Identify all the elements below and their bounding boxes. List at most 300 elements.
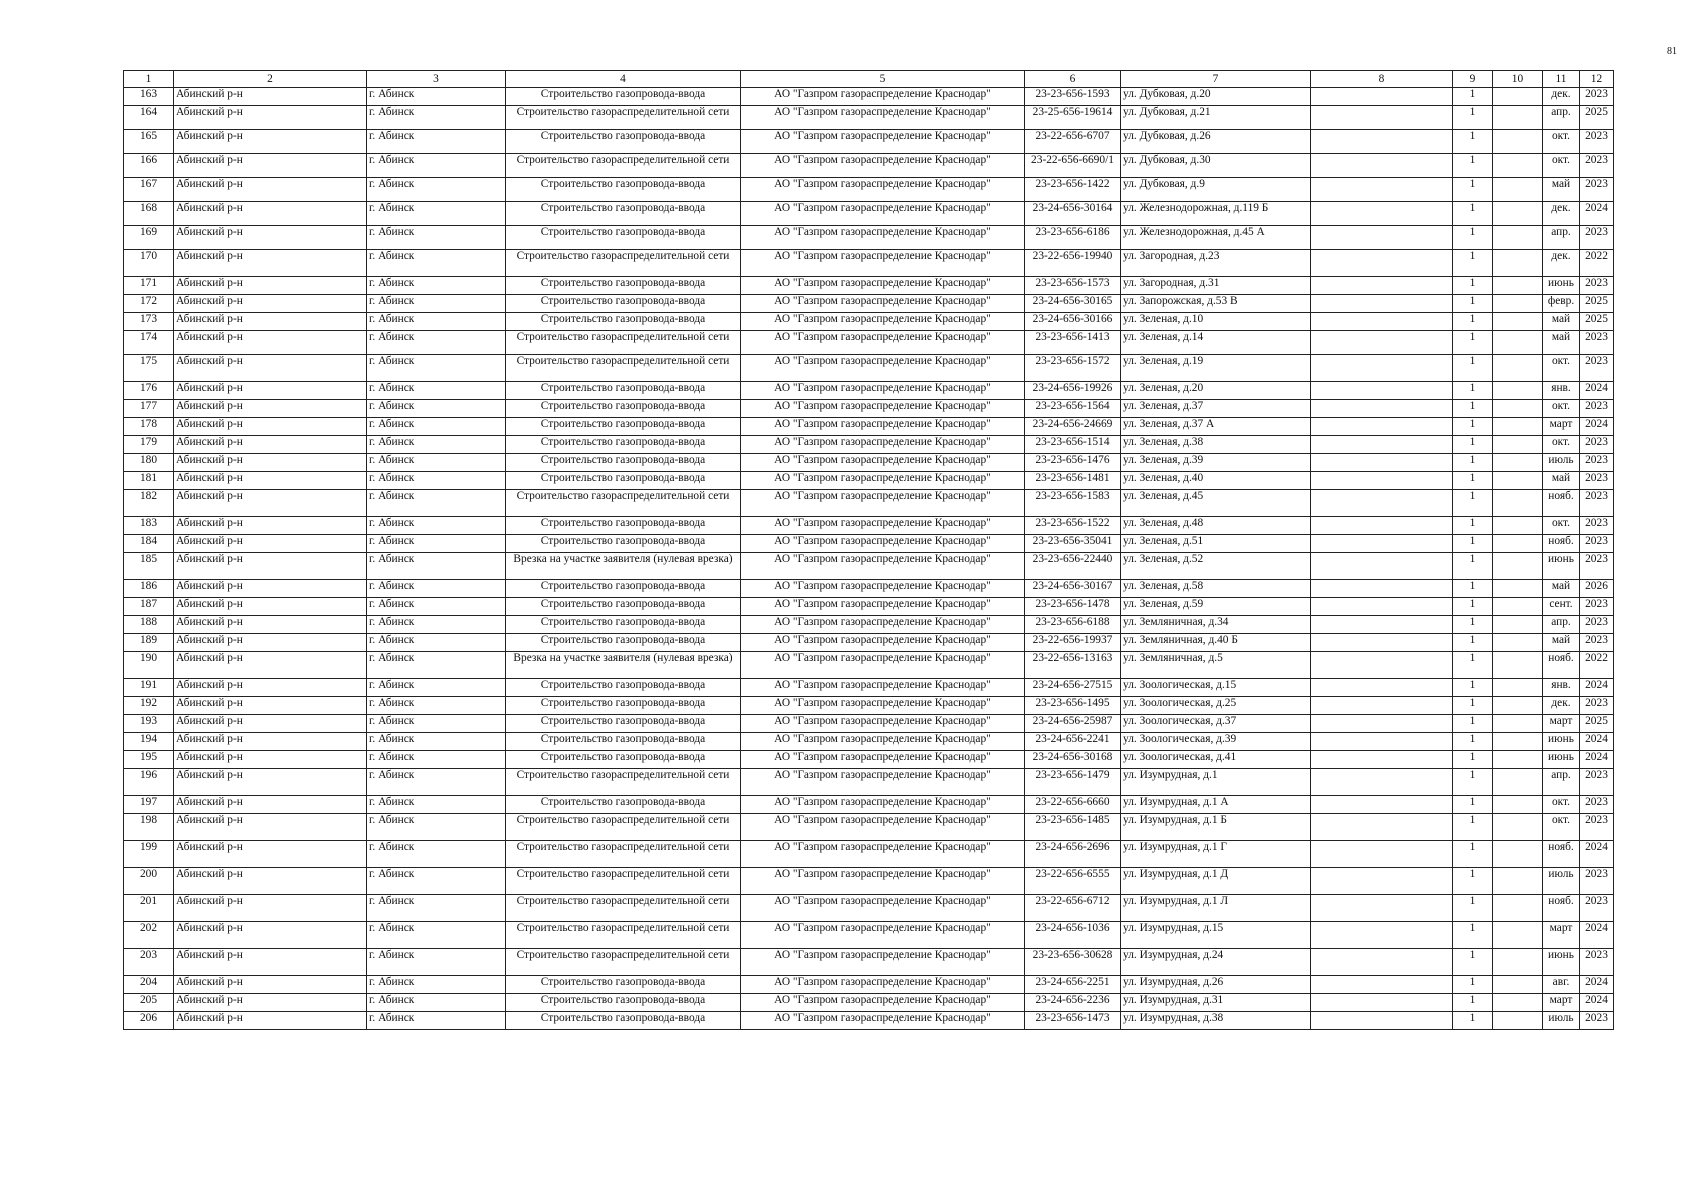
registry-table	[123, 70, 1614, 1030]
work-type-cell: Строительство газопровода-ввода	[506, 715, 741, 733]
locality-cell: г. Абинск	[367, 751, 506, 769]
address-cell: ул. Зеленая, д.45	[1121, 490, 1311, 517]
count-cell: 1	[1453, 400, 1493, 418]
address-cell: ул. Зоологическая, д.15	[1121, 679, 1311, 697]
table-row	[124, 715, 1614, 733]
header-row	[124, 71, 1614, 88]
table-row	[124, 841, 1614, 868]
work-type-cell: Строительство газопровода-ввода	[506, 400, 741, 418]
col10-cell	[1493, 616, 1543, 634]
locality-cell: г. Абинск	[367, 868, 506, 895]
col10-cell	[1493, 598, 1543, 616]
locality-cell: г. Абинск	[367, 679, 506, 697]
district-cell: Абинский р-н	[174, 331, 367, 355]
count-cell: 1	[1453, 949, 1493, 976]
month-cell: июнь	[1543, 949, 1580, 976]
year-cell: 2023	[1580, 598, 1614, 616]
locality-cell: г. Абинск	[367, 796, 506, 814]
application-number-cell: 23-23-656-1573	[1025, 277, 1121, 295]
locality-cell: г. Абинск	[367, 535, 506, 553]
year-cell: 2023	[1580, 769, 1614, 796]
year-cell: 2024	[1580, 382, 1614, 400]
table-row	[124, 598, 1614, 616]
address-cell: ул. Изумрудная, д.1 А	[1121, 796, 1311, 814]
organization-cell: АО "Газпром газораспределение Краснодар"	[741, 922, 1025, 949]
col8-cell	[1311, 580, 1453, 598]
application-number-cell: 23-24-656-2251	[1025, 976, 1121, 994]
address-cell: ул. Изумрудная, д.1 Г	[1121, 841, 1311, 868]
count-cell: 1	[1453, 976, 1493, 994]
application-number-cell: 23-23-656-1478	[1025, 598, 1121, 616]
application-number-cell: 23-22-656-6660	[1025, 796, 1121, 814]
address-cell: ул. Изумрудная, д.24	[1121, 949, 1311, 976]
table-row	[124, 976, 1614, 994]
count-cell: 1	[1453, 178, 1493, 202]
district-cell: Абинский р-н	[174, 715, 367, 733]
year-cell: 2023	[1580, 697, 1614, 715]
locality-cell: г. Абинск	[367, 814, 506, 841]
year-cell: 2023	[1580, 553, 1614, 580]
row-number: 167	[124, 178, 174, 202]
table-row	[124, 382, 1614, 400]
col10-cell	[1493, 313, 1543, 331]
address-cell: ул. Зеленая, д.58	[1121, 580, 1311, 598]
district-cell: Абинский р-н	[174, 178, 367, 202]
col10-cell	[1493, 295, 1543, 313]
organization-cell: АО "Газпром газораспределение Краснодар"	[741, 400, 1025, 418]
column-header: 12	[1580, 71, 1614, 88]
count-cell: 1	[1453, 733, 1493, 751]
col8-cell	[1311, 652, 1453, 679]
work-type-cell: Строительство газораспределительной сети	[506, 922, 741, 949]
district-cell: Абинский р-н	[174, 490, 367, 517]
district-cell: Абинский р-н	[174, 634, 367, 652]
table-row	[124, 295, 1614, 313]
count-cell: 1	[1453, 154, 1493, 178]
organization-cell: АО "Газпром газораспределение Краснодар"	[741, 895, 1025, 922]
address-cell: ул. Дубковая, д.21	[1121, 106, 1311, 130]
application-number-cell: 23-23-656-6186	[1025, 226, 1121, 250]
count-cell: 1	[1453, 553, 1493, 580]
month-cell: июнь	[1543, 751, 1580, 769]
month-cell: окт.	[1543, 436, 1580, 454]
row-number: 179	[124, 436, 174, 454]
address-cell: ул. Изумрудная, д.26	[1121, 976, 1311, 994]
col8-cell	[1311, 472, 1453, 490]
count-cell: 1	[1453, 535, 1493, 553]
month-cell: май	[1543, 313, 1580, 331]
row-number: 188	[124, 616, 174, 634]
district-cell: Абинский р-н	[174, 976, 367, 994]
application-number-cell: 23-24-656-30164	[1025, 202, 1121, 226]
organization-cell: АО "Газпром газораспределение Краснодар"	[741, 949, 1025, 976]
application-number-cell: 23-22-656-19937	[1025, 634, 1121, 652]
col8-cell	[1311, 841, 1453, 868]
table-row	[124, 652, 1614, 679]
count-cell: 1	[1453, 277, 1493, 295]
locality-cell: г. Абинск	[367, 295, 506, 313]
application-number-cell: 23-23-656-1495	[1025, 697, 1121, 715]
address-cell: ул. Железнодорожная, д.45 А	[1121, 226, 1311, 250]
address-cell: ул. Земляничная, д.40 Б	[1121, 634, 1311, 652]
col10-cell	[1493, 400, 1543, 418]
district-cell: Абинский р-н	[174, 106, 367, 130]
count-cell: 1	[1453, 250, 1493, 277]
table-row	[124, 769, 1614, 796]
work-type-cell: Строительство газораспределительной сети	[506, 814, 741, 841]
count-cell: 1	[1453, 295, 1493, 313]
table-row	[124, 517, 1614, 535]
col10-cell	[1493, 154, 1543, 178]
organization-cell: АО "Газпром газораспределение Краснодар"	[741, 652, 1025, 679]
application-number-cell: 23-23-656-1473	[1025, 1012, 1121, 1030]
application-number-cell: 23-24-656-24669	[1025, 418, 1121, 436]
row-number: 199	[124, 841, 174, 868]
application-number-cell: 23-23-656-1481	[1025, 472, 1121, 490]
work-type-cell: Строительство газораспределительной сети	[506, 769, 741, 796]
address-cell: ул. Изумрудная, д.31	[1121, 994, 1311, 1012]
count-cell: 1	[1453, 922, 1493, 949]
locality-cell: г. Абинск	[367, 697, 506, 715]
organization-cell: АО "Газпром газораспределение Краснодар"	[741, 616, 1025, 634]
address-cell: ул. Изумрудная, д.1 Б	[1121, 814, 1311, 841]
application-number-cell: 23-23-656-1514	[1025, 436, 1121, 454]
year-cell: 2023	[1580, 490, 1614, 517]
table-row	[124, 949, 1614, 976]
address-cell: ул. Изумрудная, д.38	[1121, 1012, 1311, 1030]
locality-cell: г. Абинск	[367, 472, 506, 490]
month-cell: июнь	[1543, 277, 1580, 295]
row-number: 190	[124, 652, 174, 679]
district-cell: Абинский р-н	[174, 382, 367, 400]
year-cell: 2023	[1580, 226, 1614, 250]
col8-cell	[1311, 106, 1453, 130]
col8-cell	[1311, 796, 1453, 814]
column-header: 6	[1025, 71, 1121, 88]
address-cell: ул. Зоологическая, д.39	[1121, 733, 1311, 751]
district-cell: Абинский р-н	[174, 517, 367, 535]
work-type-cell: Строительство газопровода-ввода	[506, 226, 741, 250]
locality-cell: г. Абинск	[367, 922, 506, 949]
district-cell: Абинский р-н	[174, 841, 367, 868]
organization-cell: АО "Газпром газораспределение Краснодар"	[741, 715, 1025, 733]
address-cell: ул. Зеленая, д.20	[1121, 382, 1311, 400]
district-cell: Абинский р-н	[174, 814, 367, 841]
col8-cell	[1311, 490, 1453, 517]
organization-cell: АО "Газпром газораспределение Краснодар"	[741, 751, 1025, 769]
address-cell: ул. Железнодорожная, д.119 Б	[1121, 202, 1311, 226]
count-cell: 1	[1453, 868, 1493, 895]
row-number: 194	[124, 733, 174, 751]
organization-cell: АО "Газпром газораспределение Краснодар"	[741, 580, 1025, 598]
col10-cell	[1493, 88, 1543, 106]
district-cell: Абинский р-н	[174, 616, 367, 634]
year-cell: 2024	[1580, 751, 1614, 769]
row-number: 201	[124, 895, 174, 922]
year-cell: 2024	[1580, 922, 1614, 949]
application-number-cell: 23-24-656-2241	[1025, 733, 1121, 751]
table-row	[124, 226, 1614, 250]
col10-cell	[1493, 634, 1543, 652]
work-type-cell: Строительство газопровода-ввода	[506, 88, 741, 106]
district-cell: Абинский р-н	[174, 277, 367, 295]
organization-cell: АО "Газпром газораспределение Краснодар"	[741, 733, 1025, 751]
district-cell: Абинский р-н	[174, 868, 367, 895]
row-number: 182	[124, 490, 174, 517]
column-header: 4	[506, 71, 741, 88]
col10-cell	[1493, 472, 1543, 490]
col10-cell	[1493, 106, 1543, 130]
application-number-cell: 23-22-656-6707	[1025, 130, 1121, 154]
work-type-cell: Строительство газопровода-ввода	[506, 277, 741, 295]
district-cell: Абинский р-н	[174, 895, 367, 922]
address-cell: ул. Земляничная, д.34	[1121, 616, 1311, 634]
row-number: 189	[124, 634, 174, 652]
month-cell: нояб.	[1543, 535, 1580, 553]
table-row	[124, 130, 1614, 154]
month-cell: окт.	[1543, 130, 1580, 154]
month-cell: авг.	[1543, 976, 1580, 994]
year-cell: 2024	[1580, 418, 1614, 436]
col10-cell	[1493, 679, 1543, 697]
col10-cell	[1493, 751, 1543, 769]
organization-cell: АО "Газпром газораспределение Краснодар"	[741, 382, 1025, 400]
row-number: 197	[124, 796, 174, 814]
row-number: 170	[124, 250, 174, 277]
table-row	[124, 580, 1614, 598]
work-type-cell: Строительство газопровода-ввода	[506, 313, 741, 331]
application-number-cell: 23-23-656-35041	[1025, 535, 1121, 553]
month-cell: окт.	[1543, 796, 1580, 814]
month-cell: окт.	[1543, 400, 1580, 418]
col8-cell	[1311, 679, 1453, 697]
count-cell: 1	[1453, 472, 1493, 490]
organization-cell: АО "Газпром газораспределение Краснодар"	[741, 1012, 1025, 1030]
col10-cell	[1493, 382, 1543, 400]
row-number: 205	[124, 994, 174, 1012]
column-header: 3	[367, 71, 506, 88]
application-number-cell: 23-22-656-6555	[1025, 868, 1121, 895]
count-cell: 1	[1453, 769, 1493, 796]
year-cell: 2023	[1580, 814, 1614, 841]
count-cell: 1	[1453, 598, 1493, 616]
district-cell: Абинский р-н	[174, 88, 367, 106]
count-cell: 1	[1453, 106, 1493, 130]
col8-cell	[1311, 634, 1453, 652]
table-row	[124, 106, 1614, 130]
organization-cell: АО "Газпром газораспределение Краснодар"	[741, 679, 1025, 697]
organization-cell: АО "Газпром газораспределение Краснодар"	[741, 250, 1025, 277]
month-cell: июнь	[1543, 733, 1580, 751]
count-cell: 1	[1453, 1012, 1493, 1030]
organization-cell: АО "Газпром газораспределение Краснодар"	[741, 178, 1025, 202]
organization-cell: АО "Газпром газораспределение Краснодар"	[741, 976, 1025, 994]
organization-cell: АО "Газпром газораспределение Краснодар"	[741, 355, 1025, 382]
col10-cell	[1493, 769, 1543, 796]
locality-cell: г. Абинск	[367, 895, 506, 922]
address-cell: ул. Земляничная, д.5	[1121, 652, 1311, 679]
month-cell: май	[1543, 472, 1580, 490]
district-cell: Абинский р-н	[174, 994, 367, 1012]
col8-cell	[1311, 616, 1453, 634]
month-cell: дек.	[1543, 88, 1580, 106]
count-cell: 1	[1453, 796, 1493, 814]
work-type-cell: Строительство газопровода-ввода	[506, 295, 741, 313]
month-cell: март	[1543, 922, 1580, 949]
row-number: 206	[124, 1012, 174, 1030]
year-cell: 2023	[1580, 88, 1614, 106]
col10-cell	[1493, 418, 1543, 436]
count-cell: 1	[1453, 313, 1493, 331]
organization-cell: АО "Газпром газораспределение Краснодар"	[741, 331, 1025, 355]
locality-cell: г. Абинск	[367, 382, 506, 400]
col8-cell	[1311, 769, 1453, 796]
month-cell: июнь	[1543, 553, 1580, 580]
year-cell: 2024	[1580, 679, 1614, 697]
col8-cell	[1311, 202, 1453, 226]
count-cell: 1	[1453, 715, 1493, 733]
district-cell: Абинский р-н	[174, 1012, 367, 1030]
locality-cell: г. Абинск	[367, 355, 506, 382]
row-number: 195	[124, 751, 174, 769]
year-cell: 2025	[1580, 295, 1614, 313]
organization-cell: АО "Газпром газораспределение Краснодар"	[741, 202, 1025, 226]
locality-cell: г. Абинск	[367, 250, 506, 277]
row-number: 174	[124, 331, 174, 355]
table-row	[124, 436, 1614, 454]
col10-cell	[1493, 895, 1543, 922]
table-row	[124, 868, 1614, 895]
address-cell: ул. Зеленая, д.10	[1121, 313, 1311, 331]
application-number-cell: 23-24-656-27515	[1025, 679, 1121, 697]
application-number-cell: 23-23-656-1413	[1025, 331, 1121, 355]
column-header: 2	[174, 71, 367, 88]
count-cell: 1	[1453, 490, 1493, 517]
count-cell: 1	[1453, 436, 1493, 454]
work-type-cell: Строительство газораспределительной сети	[506, 106, 741, 130]
work-type-cell: Строительство газопровода-ввода	[506, 418, 741, 436]
table-row	[124, 355, 1614, 382]
row-number: 204	[124, 976, 174, 994]
month-cell: июль	[1543, 1012, 1580, 1030]
col8-cell	[1311, 355, 1453, 382]
row-number: 180	[124, 454, 174, 472]
organization-cell: АО "Газпром газораспределение Краснодар"	[741, 154, 1025, 178]
table-row	[124, 454, 1614, 472]
year-cell: 2025	[1580, 313, 1614, 331]
work-type-cell: Строительство газопровода-ввода	[506, 178, 741, 202]
district-cell: Абинский р-н	[174, 796, 367, 814]
col10-cell	[1493, 202, 1543, 226]
application-number-cell: 23-22-656-6690/1	[1025, 154, 1121, 178]
table-row	[124, 553, 1614, 580]
col10-cell	[1493, 733, 1543, 751]
locality-cell: г. Абинск	[367, 106, 506, 130]
locality-cell: г. Абинск	[367, 454, 506, 472]
district-cell: Абинский р-н	[174, 535, 367, 553]
count-cell: 1	[1453, 580, 1493, 598]
locality-cell: г. Абинск	[367, 400, 506, 418]
table-row	[124, 400, 1614, 418]
row-number: 168	[124, 202, 174, 226]
col10-cell	[1493, 652, 1543, 679]
locality-cell: г. Абинск	[367, 598, 506, 616]
address-cell: ул. Зеленая, д.39	[1121, 454, 1311, 472]
month-cell: март	[1543, 418, 1580, 436]
year-cell: 2023	[1580, 178, 1614, 202]
organization-cell: АО "Газпром газораспределение Краснодар"	[741, 130, 1025, 154]
count-cell: 1	[1453, 382, 1493, 400]
year-cell: 2025	[1580, 106, 1614, 130]
month-cell: окт.	[1543, 154, 1580, 178]
organization-cell: АО "Газпром газораспределение Краснодар"	[741, 517, 1025, 535]
col10-cell	[1493, 178, 1543, 202]
district-cell: Абинский р-н	[174, 130, 367, 154]
table-row	[124, 796, 1614, 814]
row-number: 202	[124, 922, 174, 949]
address-cell: ул. Зоологическая, д.25	[1121, 697, 1311, 715]
district-cell: Абинский р-н	[174, 250, 367, 277]
count-cell: 1	[1453, 895, 1493, 922]
work-type-cell: Строительство газопровода-ввода	[506, 733, 741, 751]
application-number-cell: 23-24-656-19926	[1025, 382, 1121, 400]
row-number: 186	[124, 580, 174, 598]
month-cell: нояб.	[1543, 895, 1580, 922]
month-cell: дек.	[1543, 202, 1580, 226]
col8-cell	[1311, 1012, 1453, 1030]
column-header: 5	[741, 71, 1025, 88]
address-cell: ул. Изумрудная, д.1 Л	[1121, 895, 1311, 922]
table-row	[124, 679, 1614, 697]
year-cell: 2023	[1580, 154, 1614, 178]
year-cell: 2023	[1580, 331, 1614, 355]
district-cell: Абинский р-н	[174, 652, 367, 679]
application-number-cell: 23-23-656-1485	[1025, 814, 1121, 841]
month-cell: май	[1543, 331, 1580, 355]
year-cell: 2023	[1580, 517, 1614, 535]
application-number-cell: 23-24-656-25987	[1025, 715, 1121, 733]
organization-cell: АО "Газпром газораспределение Краснодар"	[741, 868, 1025, 895]
locality-cell: г. Абинск	[367, 553, 506, 580]
count-cell: 1	[1453, 616, 1493, 634]
col10-cell	[1493, 1012, 1543, 1030]
locality-cell: г. Абинск	[367, 733, 506, 751]
work-type-cell: Врезка на участке заявителя (нулевая врезка)	[506, 652, 741, 679]
district-cell: Абинский р-н	[174, 598, 367, 616]
col10-cell	[1493, 922, 1543, 949]
table-row	[124, 154, 1614, 178]
address-cell: ул. Зеленая, д.48	[1121, 517, 1311, 535]
month-cell: апр.	[1543, 226, 1580, 250]
organization-cell: АО "Газпром газораспределение Краснодар"	[741, 295, 1025, 313]
col8-cell	[1311, 994, 1453, 1012]
row-number: 181	[124, 472, 174, 490]
work-type-cell: Строительство газопровода-ввода	[506, 382, 741, 400]
column-header: 7	[1121, 71, 1311, 88]
year-cell: 2023	[1580, 535, 1614, 553]
district-cell: Абинский р-н	[174, 454, 367, 472]
application-number-cell: 23-22-656-6712	[1025, 895, 1121, 922]
organization-cell: АО "Газпром газораспределение Краснодар"	[741, 796, 1025, 814]
work-type-cell: Строительство газопровода-ввода	[506, 697, 741, 715]
work-type-cell: Строительство газопровода-ввода	[506, 472, 741, 490]
row-number: 172	[124, 295, 174, 313]
row-number: 203	[124, 949, 174, 976]
month-cell: май	[1543, 580, 1580, 598]
column-header: 8	[1311, 71, 1453, 88]
year-cell: 2024	[1580, 202, 1614, 226]
month-cell: июль	[1543, 454, 1580, 472]
